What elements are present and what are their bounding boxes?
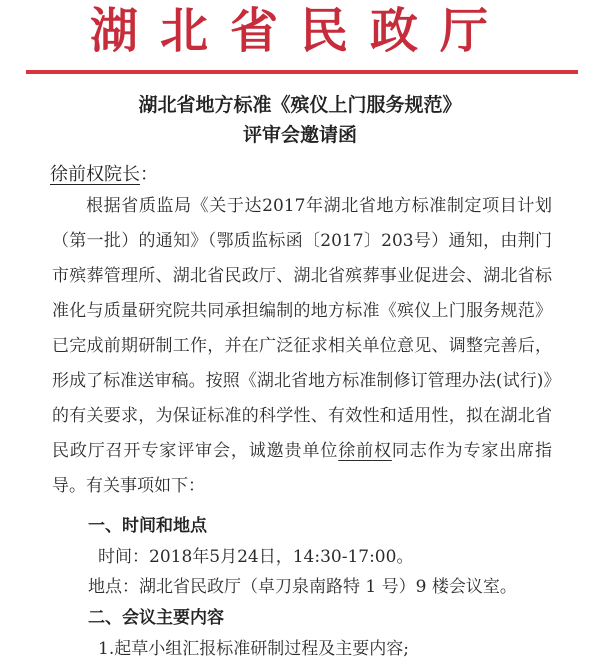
meeting-time: 时间：2018年5月24日，14:30-17:00。 (98, 547, 414, 567)
title-line-1: 湖北省地方标准《殡仪上门服务规范》 (138, 94, 462, 116)
salutation-colon: ： (140, 164, 158, 185)
meeting-place: 地点：湖北省民政厅（卓刀泉南路特 1 号）9 楼会议室。 (88, 577, 517, 597)
section-2-heading: 二、会议主要内容 (88, 608, 224, 628)
agenda-item-1: 1.起草小组汇报标准研制过程及主要内容; (98, 639, 409, 659)
title-line-2: 评审会邀请函 (242, 124, 357, 146)
letterhead-red-rule (26, 70, 578, 74)
agency-name: 湖北省民政厅 (89, 3, 510, 59)
paragraph-text-part2: 同志作为专家出席指导。有关事项如下： (52, 441, 553, 496)
invitee-name: 徐前权 (338, 441, 392, 461)
salutation (50, 160, 158, 186)
body-paragraph (52, 189, 552, 504)
letterhead (0, 0, 600, 80)
document-title (0, 90, 600, 150)
section-1-heading: 一、时间和地点 (88, 516, 207, 536)
paragraph-text-part1: 根据省质监局《关于达2017年湖北省地方标准制定项目计划（第一批）的通知》（鄂质监标函〔2017〕203号）通知，由荆门市殡葬管理所、湖北省民政厅、湖北省殡葬事业促进会、湖北省标准化与质量研究院共同承担编制的地方标准《殡仪上门服务规范》已完成前期研制工作，并在广泛征求相关单位意见、调整完善后，形成了标准送审稿。按照《湖北省地方标准制修订管理办法(试行)》的有关要求，为保证标准的科学性、有效性和适用性，拟在湖北省民政厅召开专家评审会，诚邀贵单位 (52, 196, 552, 461)
salutation-name: 徐前权院长 (50, 164, 140, 185)
